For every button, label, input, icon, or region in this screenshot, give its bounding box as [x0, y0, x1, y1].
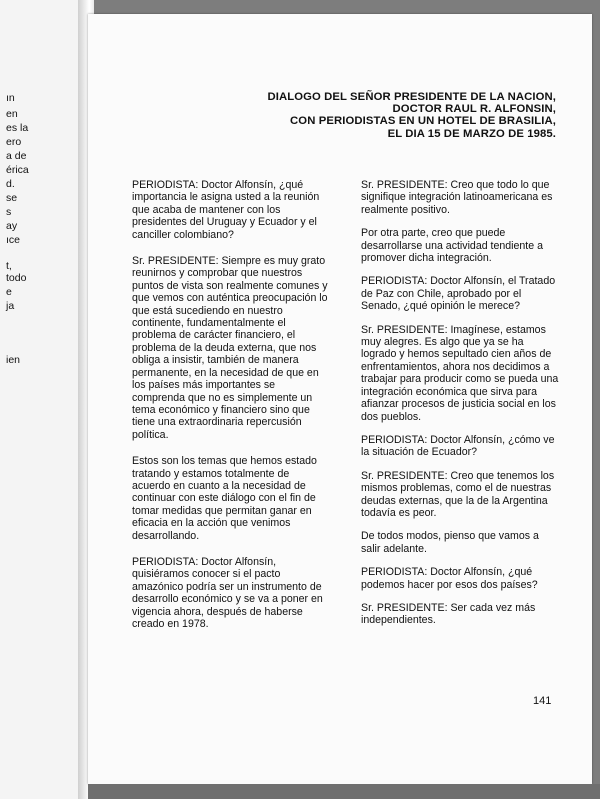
paragraph: Sr. PRESIDENTE: Creo que todo lo que signifique integración latinoamericana es realmente positivo.	[361, 179, 553, 216]
previous-page-fragment: d.	[6, 178, 15, 190]
paragraph: Sr. PRESIDENTE: Creo que tenemos los mismos problemas, como el de nuestras deudas externas, que la de la Argentina todavía es peor.	[361, 469, 555, 519]
previous-page-fragment: s	[6, 206, 12, 218]
document-page	[88, 14, 592, 784]
paragraph: De todos modos, pienso que vamos a salir adelante.	[361, 530, 539, 555]
paragraph: Estos son los temas que hemos estado tratando y estamos totalmente de acuerdo en cuanto a la necesidad de continuar con este diálogo con el fin de tomar medidas que permitan ganar en eficacia en la acción que venimos desarrollando.	[132, 455, 317, 542]
paragraph: PERIODISTA: Doctor Alfonsín, ¿cómo ve la situación de Ecuador?	[361, 433, 555, 459]
scan-edge	[88, 784, 600, 799]
previous-page-fragment: ien	[6, 354, 21, 366]
heading-line: EL DIA 15 DE MARZO DE 1985.	[387, 127, 556, 140]
document-heading	[226, 91, 556, 140]
heading-line: CON PERIODISTAS EN UN HOTEL DE BRASILIA,	[290, 115, 556, 128]
previous-page-fragment: ja	[6, 300, 15, 312]
paragraph: Sr. PRESIDENTE: Siempre es muy grato reunirnos y comprobar que nuestros puntos de vista son realmente comunes y que vemos con auténtica preocupación lo que está sucediendo en nuestro continente, fundamentalmente el problema de carácter financiero, el problema de la deuda externa, que nos obliga a insistir, también de manera permanente, en la necesidad de que en los países más importantes se comprenda que no es simplemente un tema económico y financiero sino que tiene una extraordinaria repercusión política.	[132, 255, 328, 441]
previous-page-fragment: ıce	[6, 234, 21, 246]
heading-line: DOCTOR RAUL R. ALFONSIN,	[392, 103, 556, 116]
left-column	[132, 179, 328, 641]
previous-page-fragment: ın	[6, 92, 15, 104]
previous-page-fragment: érica	[6, 164, 29, 176]
previous-page-fragment: e	[6, 286, 12, 298]
paragraph: PERIODISTA: Doctor Alfonsín, ¿qué podemos hacer por esos dos países?	[361, 566, 538, 591]
paragraph: Por otra parte, creo que puede desarrollarse una actividad tendiente a promover dicha integración.	[361, 227, 543, 265]
paragraph: Sr. PRESIDENTE: Ser cada vez más independientes.	[361, 601, 536, 627]
previous-page-fragment: todo	[6, 272, 27, 284]
previous-page-fragment: ay	[6, 220, 18, 232]
previous-page-fragment: t,	[6, 260, 12, 272]
paragraph: Sr. PRESIDENTE: Imagínese, estamos muy alegres. Es algo que ya se ha logrado y hemos sepultado cien años de enfrentamientos, ahora nos decidimos a trabajar para producir como se pueda una integración económica que sirva para afianzar procesos de justicia social en los dos pueblos.	[361, 323, 559, 423]
heading-line: DIALOGO DEL SEÑOR PRESIDENTE DE LA NACION,	[267, 91, 556, 103]
previous-page-fragment: se	[6, 192, 18, 204]
previous-page-fragment: en	[6, 108, 18, 120]
paragraph: PERIODISTA: Doctor Alfonsín, el Tratado de Paz con Chile, aprobado por el Senado, ¿qué opinión le merece?	[361, 275, 556, 313]
previous-page-fragment: ero	[6, 136, 22, 148]
previous-page-fragment: es la	[6, 122, 29, 134]
paragraph: PERIODISTA: Doctor Alfonsín, quisiéramos conocer si el pacto amazónico podría ser un instrumento de desarrollo económico y se va a poner en vigencia ahora, después de haberse creado en 1978.	[132, 555, 323, 630]
page-number: 141	[533, 695, 552, 707]
paragraph: PERIODISTA: Doctor Alfonsín, ¿qué importancia le asigna usted a la reunión que acaba de mantener con los presidentes del Uruguay y Ecuador y el canciller colombiano?	[132, 179, 320, 241]
previous-page-fragment: a de	[6, 150, 27, 162]
previous-page-edge	[0, 0, 87, 799]
right-column	[361, 179, 561, 638]
